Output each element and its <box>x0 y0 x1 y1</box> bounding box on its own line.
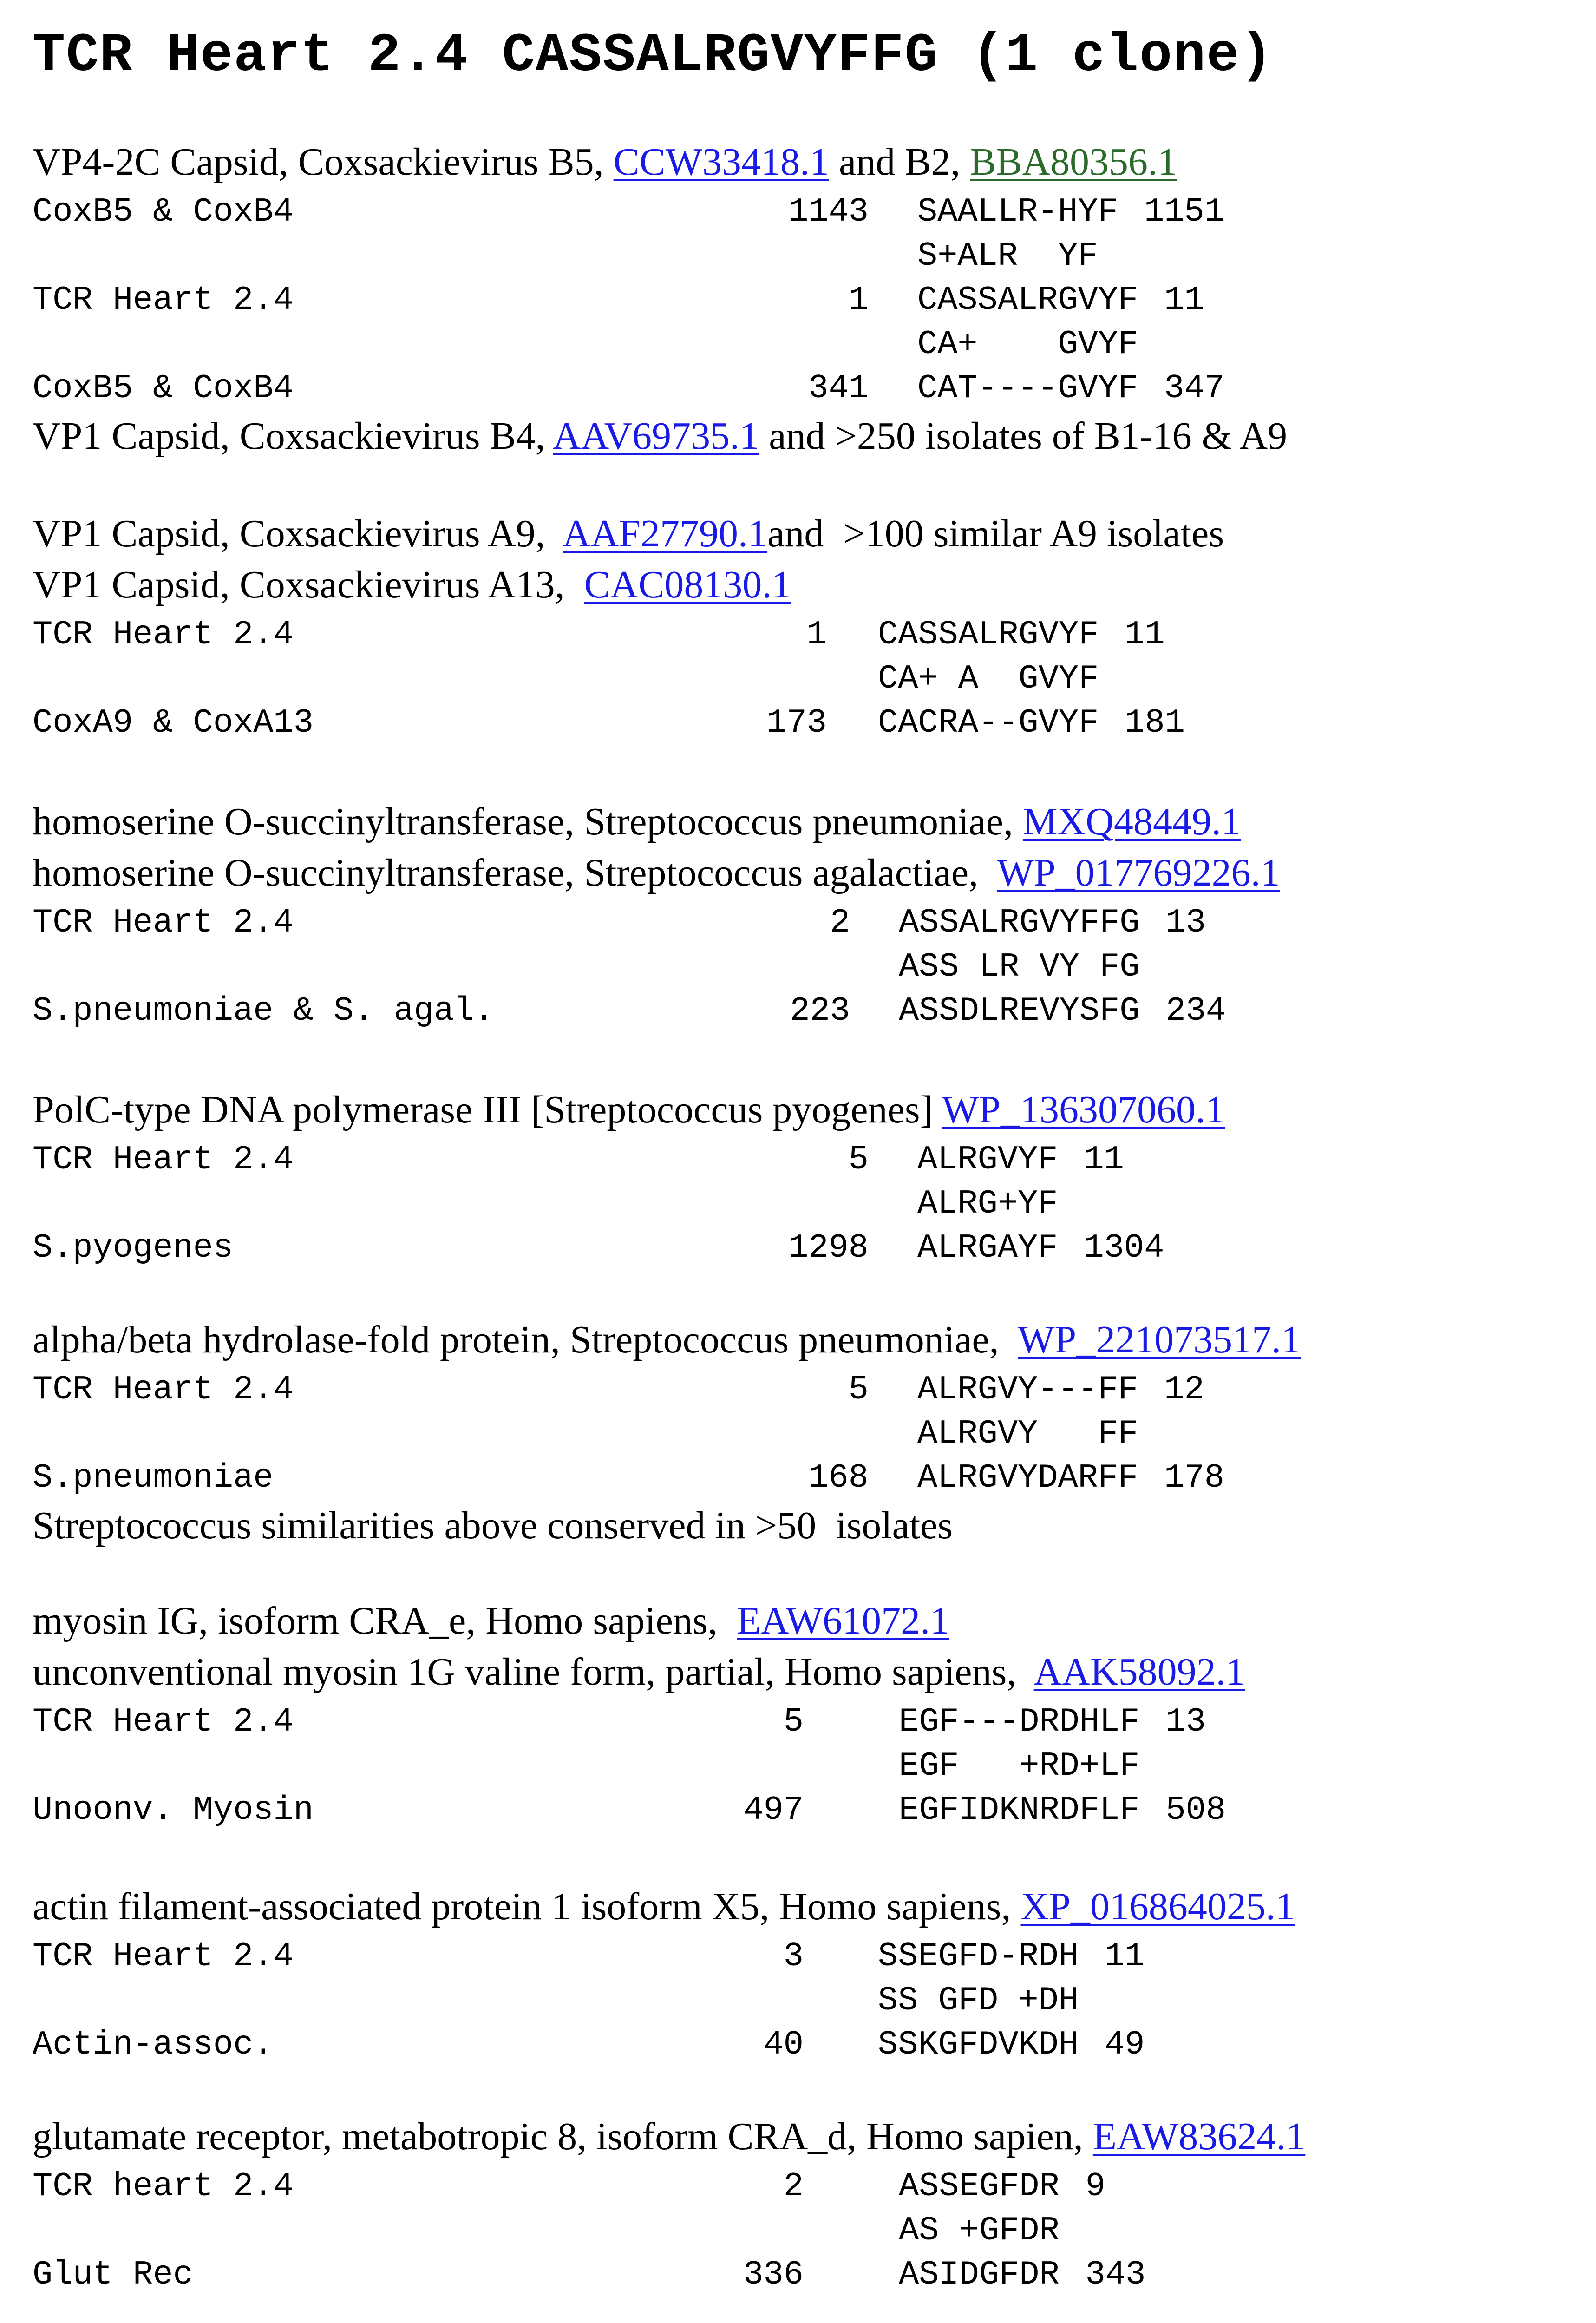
sequence-start: 5 <box>848 1141 869 1179</box>
description-text: Streptococcus similarities above conserved in >50 isolates <box>33 1504 953 1547</box>
sequence-residues: SSEGFD-RDH <box>878 1937 1079 1975</box>
sequence-name: S.pneumoniae <box>33 1459 274 1497</box>
sequence-residues: EGFIDKNRDFLF <box>899 1791 1140 1829</box>
sequence-name: TCR Heart 2.4 <box>33 1937 294 1975</box>
sequence-start: 173 <box>766 704 827 742</box>
sequence-residues: CAT----GVYF <box>917 369 1138 407</box>
sequence-end: 11 <box>1084 1141 1124 1179</box>
description-text: and >100 similar A9 isolates <box>767 512 1224 555</box>
description-text: unconventional myosin 1G valine form, partial, Homo sapiens, <box>33 1650 1034 1693</box>
description-text: homoserine O-succinyltransferase, Streptococcus pneumoniae, <box>33 800 1023 843</box>
description-text: VP1 Capsid, Coxsackievirus A9, <box>33 512 563 555</box>
sequence-residues: CASSALRGVYF <box>878 616 1099 654</box>
accession-link[interactable]: CAC08130.1 <box>584 563 791 606</box>
sequence-start: 1143 <box>788 193 869 231</box>
sequence-name: TCR Heart 2.4 <box>33 1371 294 1409</box>
sequence-residues: EGF---DRDHLF <box>899 1703 1140 1741</box>
sequence-end: 11 <box>1125 616 1165 654</box>
sequence-name: S.pyogenes <box>33 1229 234 1267</box>
sequence-residues: SSKGFDVKDH <box>878 2026 1079 2064</box>
reference-line <box>33 511 1224 556</box>
description-text: glutamate receptor, metabotropic 8, isoform CRA_d, Homo sapien, <box>33 2115 1093 2158</box>
sequence-residues: SAALLR-HYF <box>917 193 1119 231</box>
reference-line <box>33 139 1177 184</box>
sequence-name: Actin-assoc. <box>33 2026 274 2064</box>
accession-link[interactable]: EAW83624.1 <box>1092 2115 1306 2158</box>
sequence-start: 1 <box>848 281 869 319</box>
sequence-start: 40 <box>763 2026 804 2064</box>
sequence-residues: ASSDLREVYSFG <box>899 992 1140 1030</box>
sequence-start: 5 <box>848 1371 869 1409</box>
sequence-residues: ASIDGFDR <box>899 2256 1060 2294</box>
sequence-end: 181 <box>1125 704 1185 742</box>
description-text: actin filament-associated protein 1 isoform X5, Homo sapiens, <box>33 1885 1021 1928</box>
alignment-match-line: ASS LR VY FG <box>899 948 1140 986</box>
description-text: VP1 Capsid, Coxsackievirus A13, <box>33 563 584 606</box>
accession-link[interactable]: XP_016864025.1 <box>1020 1885 1295 1928</box>
accession-link[interactable]: AAF27790.1 <box>563 512 768 555</box>
sequence-residues: ALRGVYDARFF <box>917 1459 1138 1497</box>
description-text: myosin IG, isoform CRA_e, Homo sapiens, <box>33 1599 737 1642</box>
reference-line <box>33 799 1241 844</box>
sequence-start: 497 <box>743 1791 804 1829</box>
alignment-match-line: SS GFD +DH <box>878 1982 1079 2020</box>
sequence-name: TCR Heart 2.4 <box>33 616 294 654</box>
reference-line <box>33 1087 1225 1132</box>
sequence-end: 1151 <box>1144 193 1224 231</box>
sequence-residues: CASSALRGVYF <box>917 281 1138 319</box>
description-text: alpha/beta hydrolase-fold protein, Streptococcus pneumoniae, <box>33 1318 1018 1361</box>
reference-line <box>33 1884 1295 1929</box>
accession-link[interactable]: AAK58092.1 <box>1033 1650 1245 1693</box>
sequence-start: 2 <box>783 2167 804 2205</box>
alignment-match-line: AS +GFDR <box>899 2211 1060 2250</box>
sequence-name: TCR Heart 2.4 <box>33 904 294 942</box>
sequence-residues: ASSALRGVYFFG <box>899 904 1140 942</box>
sequence-start: 1298 <box>788 1229 869 1267</box>
alignment-match-line: CA+ A GVYF <box>878 660 1099 698</box>
sequence-residues: CACRA--GVYF <box>878 704 1099 742</box>
sequence-end: 11 <box>1105 1937 1145 1975</box>
sequence-name: TCR Heart 2.4 <box>33 1141 294 1179</box>
page-title: TCR Heart 2.4 CASSALRGVYFFG (1 clone) <box>33 26 1274 87</box>
sequence-start: 223 <box>790 992 850 1030</box>
sequence-end: 508 <box>1165 1791 1226 1829</box>
sequence-end: 343 <box>1085 2256 1146 2294</box>
sequence-name: Unoonv. Myosin <box>33 1791 314 1829</box>
alignment-match-line: ALRGVY FF <box>917 1415 1138 1453</box>
description-text: VP1 Capsid, Coxsackievirus B4, <box>33 414 553 458</box>
alignment-match-line: ALRG+YF <box>917 1185 1058 1223</box>
accession-link[interactable]: WP_017769226.1 <box>997 851 1280 894</box>
sequence-end: 13 <box>1165 904 1206 942</box>
sequence-end: 11 <box>1164 281 1204 319</box>
sequence-start: 5 <box>783 1703 804 1741</box>
alignment-match-line: EGF +RD+LF <box>899 1747 1140 1785</box>
accession-link[interactable]: WP_221073517.1 <box>1018 1318 1301 1361</box>
reference-line <box>33 1649 1245 1694</box>
sequence-end: 347 <box>1164 369 1224 407</box>
description-text: PolC-type DNA polymerase III [Streptococcus pyogenes] <box>33 1088 942 1131</box>
sequence-start: 1 <box>806 616 827 654</box>
accession-link[interactable]: WP_136307060.1 <box>942 1088 1225 1131</box>
sequence-start: 168 <box>808 1459 869 1497</box>
sequence-end: 234 <box>1165 992 1226 1030</box>
sequence-name: TCR Heart 2.4 <box>33 1703 294 1741</box>
accession-link[interactable]: BBA80356.1 <box>970 140 1177 184</box>
description-text: and B2, <box>829 140 970 184</box>
alignment-match-line: CA+ GVYF <box>917 325 1138 363</box>
description-text: homoserine O-succinyltransferase, Streptococcus agalactiae, <box>33 851 997 894</box>
sequence-end: 49 <box>1105 2026 1145 2064</box>
sequence-end: 1304 <box>1084 1229 1164 1267</box>
reference-line <box>33 850 1280 895</box>
sequence-name: TCR Heart 2.4 <box>33 281 294 319</box>
accession-link[interactable]: CCW33418.1 <box>613 140 829 184</box>
sequence-name: CoxB5 & CoxB4 <box>33 369 294 407</box>
accession-link[interactable]: MXQ48449.1 <box>1022 800 1241 843</box>
sequence-name: TCR heart 2.4 <box>33 2167 294 2205</box>
description-text: VP4-2C Capsid, Coxsackievirus B5, <box>33 140 614 184</box>
reference-line <box>33 562 791 607</box>
reference-line <box>33 1317 1301 1362</box>
sequence-residues: ALRGAYF <box>917 1229 1058 1267</box>
sequence-name: CoxB5 & CoxB4 <box>33 193 294 231</box>
sequence-start: 336 <box>743 2256 804 2294</box>
accession-link[interactable]: EAW61072.1 <box>737 1599 950 1642</box>
sequence-residues: ALRGVY---FF <box>917 1371 1138 1409</box>
sequence-end: 13 <box>1165 1703 1206 1741</box>
sequence-name: S.pneumoniae & S. agal. <box>33 992 494 1030</box>
reference-line <box>33 2114 1305 2159</box>
reference-line <box>33 1598 949 1643</box>
sequence-residues: ASSEGFDR <box>899 2167 1060 2205</box>
sequence-start: 2 <box>830 904 850 942</box>
note-line <box>33 1503 953 1548</box>
sequence-name: Glut Rec <box>33 2256 193 2294</box>
sequence-start: 341 <box>808 369 869 407</box>
description-text: and >250 isolates of B1-16 & A9 <box>759 414 1288 458</box>
sequence-end: 178 <box>1164 1459 1224 1497</box>
alignment-match-line: S+ALR YF <box>917 237 1098 275</box>
sequence-name: CoxA9 & CoxA13 <box>33 704 314 742</box>
sequence-start: 3 <box>783 1937 804 1975</box>
sequence-end: 12 <box>1164 1371 1204 1409</box>
note-line <box>33 413 1287 459</box>
sequence-end: 9 <box>1085 2167 1105 2205</box>
accession-link[interactable]: AAV69735.1 <box>553 414 759 458</box>
sequence-residues: ALRGVYF <box>917 1141 1058 1179</box>
